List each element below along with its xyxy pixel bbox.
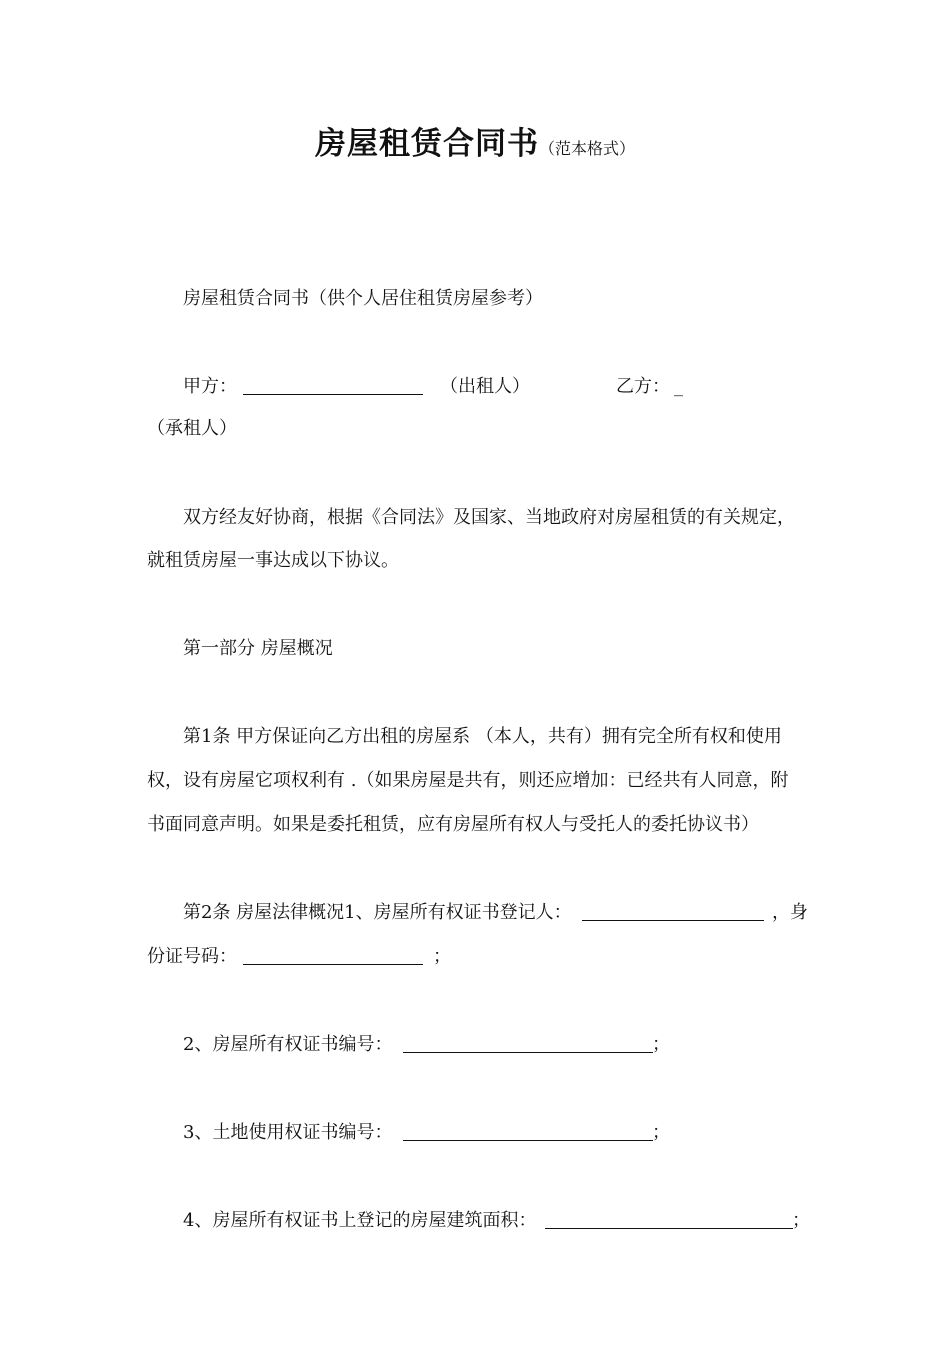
item-3-blank: [403, 1120, 653, 1141]
item-4-label: 4、房屋所有权证书上登记的房屋建筑面积：: [183, 1210, 537, 1231]
article-1-line-1: 第1条 甲方保证向乙方出租的房屋系 （本人，共有）拥有完全所有权和使用: [183, 726, 782, 747]
article-2-line-1-tail: ，身: [772, 902, 808, 923]
subtitle: 房屋租赁合同书（供个人居住租赁房屋参考）: [183, 288, 543, 309]
item-4-tail: ；: [792, 1210, 810, 1231]
party-a-blank: [243, 374, 423, 395]
document-title: [0, 118, 950, 163]
party-b-role: （承租人）: [147, 418, 237, 439]
item-2-blank: [403, 1032, 653, 1053]
party-b-blank: _: [674, 376, 683, 397]
item-4-blank: [545, 1208, 793, 1229]
party-a-label: 甲方：: [183, 376, 237, 397]
item-2-tail: ；: [652, 1034, 670, 1055]
id-number-blank: [243, 944, 423, 965]
title-sub: （范本格式）: [538, 139, 635, 158]
item-3-label: 3、土地使用权证书编号：: [183, 1122, 393, 1143]
section-1-heading: 第一部分 房屋概况: [183, 638, 333, 659]
party-a-role: （出租人）: [440, 376, 530, 397]
article-1-line-2: 权，设有房屋它项权利有 .（如果房屋是共有，则还应增加：已经共有人同意，附: [147, 770, 789, 791]
item-2-label: 2、房屋所有权证书编号：: [183, 1034, 393, 1055]
registrant-blank: [582, 900, 764, 921]
article-1-line-3: 书面同意声明。如果是委托租赁，应有房屋所有权人与受托人的委托协议书）: [147, 814, 759, 835]
intro-line-1: 双方经友好协商，根据《合同法》及国家、当地政府对房屋租赁的有关规定，: [183, 507, 795, 528]
party-b-label: 乙方：: [616, 376, 670, 397]
title-main: 房屋租赁合同书: [314, 126, 539, 162]
article-2-line-1: 第2条 房屋法律概况1、房屋所有权证书登记人：: [183, 902, 572, 923]
article-2-line-2: 份证号码：: [147, 946, 237, 967]
item-3-tail: ；: [652, 1122, 670, 1143]
article-2-line-2-tail: ；: [433, 946, 451, 967]
intro-line-2: 就租赁房屋一事达成以下协议。: [147, 550, 399, 571]
